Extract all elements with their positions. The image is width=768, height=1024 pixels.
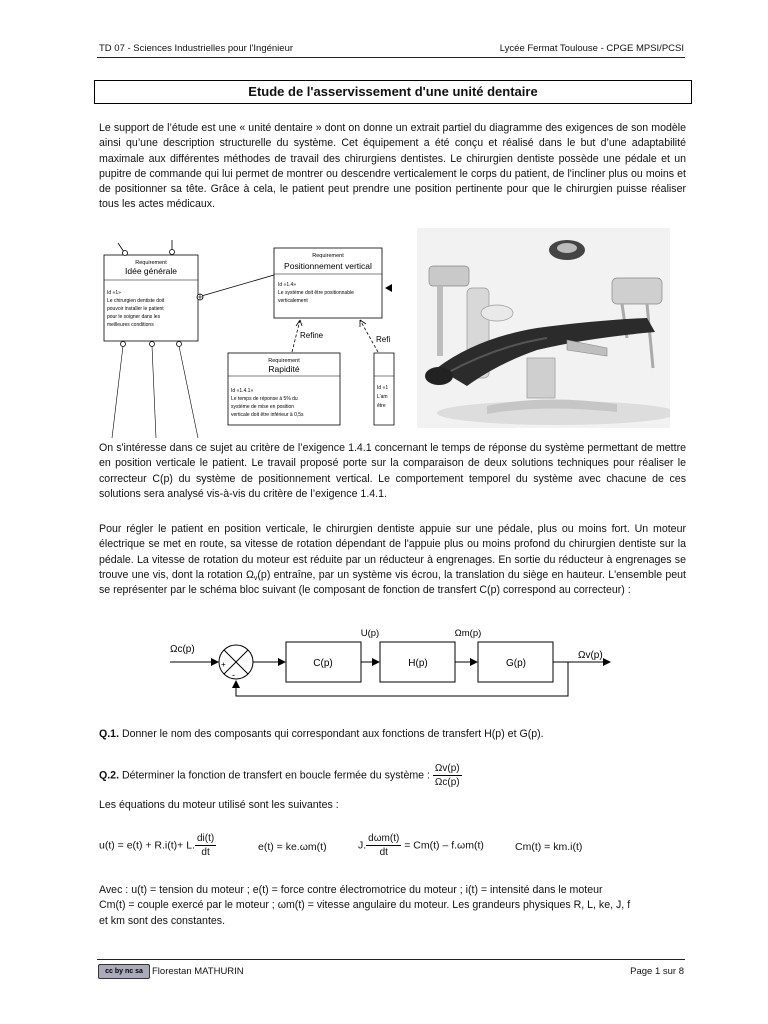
eq3-den: dt xyxy=(379,847,388,858)
lamp-icon xyxy=(549,240,585,260)
paragraph-criterion: On s'intéresse dans ce sujet au critère de l’exigence 1.4.1 concernant le temps de réponse du système permettant de mettre en position verticale le patient. Le travail proposé porte sur la comparaison de deux solutions techniques pour réaliser le correcteur C(p) du système de positionnement vertical. Le comportement temporel du système avec chacune de ces solutions sera analysé vis-à-vis du critère de l’exigence 1.4.1. xyxy=(99,442,686,500)
eq3-num: dωm(t) xyxy=(368,833,400,844)
req1-text-1: pouvoir installer le patient xyxy=(107,306,164,312)
question-2 xyxy=(99,762,462,789)
req4-text-0: L’am xyxy=(377,394,388,400)
req1-name: Idée générale xyxy=(125,266,177,276)
avec-line-2: Cm(t) = couple exercé par le moteur ; ωm(t) = vitesse angulaire du moteur. Les grandeurs physiques R, L, ke, J, f xyxy=(99,899,631,912)
refine-label-1: Refine xyxy=(300,331,324,340)
sum-minus: - xyxy=(232,670,235,680)
q1-text: Donner le nom des composants qui correspondant aux fonctions de transfert H(p) et G(p). xyxy=(119,728,544,740)
eq1-den: dt xyxy=(201,847,210,858)
refine-label-2: Refi xyxy=(376,335,391,344)
footer-author: Florestan MATHURIN xyxy=(152,966,244,977)
req1-text-3: meilleures conditions xyxy=(107,322,154,328)
avec-line-3: et km sont des constantes. xyxy=(99,914,226,927)
req4-text-1: être xyxy=(377,403,386,409)
block-diagram xyxy=(150,620,620,700)
req3-id: Id «1.4.1» xyxy=(231,388,254,394)
block-output-label: Ωv(p) xyxy=(578,650,603,661)
block-input-label: Ωc(p) xyxy=(170,644,195,655)
equation-1 xyxy=(99,832,216,859)
intro-paragraph: Le support de l’étude est une « unité dentaire » dont on donne un extrait partiel du diagramme des exigences de son modèle ainsi qu’une description structurelle du système. Cet équipement a été conçu et réalisé dans le but d’une adaptabilité maximale aux différentes méthodes de travail des chirurgiens dentistes. Le chirurgien dentiste possède une pédale et un pupitre de commande qui lui permet de montrer ou descendre verticalement le corps du patient, de l'incliner plus ou moins et de positionner sa tête. Grâce à cela, le patient peut prendre une position pertinente pour que le chirurgien puisse réaliser tous les actes médicaux. xyxy=(99,122,686,211)
paragraph-description xyxy=(99,522,686,598)
avec-line-1: Avec : u(t) = tension du moteur ; e(t) = force contre électromotrice du moteur ; i(t) = intensité dans le moteur xyxy=(99,884,603,896)
block-h-label: H(p) xyxy=(408,658,428,669)
req2-stereo: Requirement xyxy=(312,253,344,259)
footer-rule xyxy=(97,959,685,960)
req1-text-2: pour le soigner dans les xyxy=(107,314,161,320)
header-rule xyxy=(97,57,685,58)
equation-3 xyxy=(358,832,484,859)
header-left: TD 07 - Sciences Industrielles pour l'Ingénieur xyxy=(99,43,294,54)
p3-sub: v xyxy=(253,574,258,582)
p3-before: Pour régler le patient en position verticale, le chirurgien dentiste appuie sur une pédale, plus ou moins fort. Un moteur électrique se met en route, sa vitesse de rotation dépendant de l'appuie plus ou moins profond du chirurgien dentiste sur la pédale. La vitesse de rotation du moteur est réduite par un réducteur à engrenages. En sortie du réducteur à engrenages se trouve une vis, dont la rotation Ω xyxy=(99,523,686,581)
q2-fraction xyxy=(433,762,462,789)
req1-text-0: Le chirurgien dentiste doit xyxy=(107,298,165,304)
eq3-left: J. xyxy=(358,839,367,852)
cc-license-badge: cc by nc sa xyxy=(98,964,150,979)
equation-2: e(t) = ke.ωm(t) xyxy=(258,841,327,853)
req2-name: Positionnement vertical xyxy=(284,261,372,271)
req1-id: Id «1» xyxy=(107,290,121,296)
req2-text-0: Le système doit être positionnable xyxy=(278,290,354,296)
sum-plus: + xyxy=(221,660,226,669)
definitions xyxy=(99,883,686,929)
req3-stereo: Requirement xyxy=(268,358,300,364)
footer-page: Page 1 sur 8 xyxy=(630,966,684,977)
u-label: U(p) xyxy=(360,628,380,639)
eq1-num: di(t) xyxy=(196,833,215,844)
q2-den: Ωc(p) xyxy=(434,777,460,788)
q1-label: Q.1. xyxy=(99,728,120,740)
requirement-diagram xyxy=(92,240,402,440)
req3-text-1: système de mise en position xyxy=(231,404,295,410)
req3-text-0: Le temps de réponse à 5% du xyxy=(231,396,298,402)
wm-label: Ωm(p) xyxy=(454,628,482,639)
header-right: Lycée Fermat Toulouse - CPGE MPSI/PCSI xyxy=(499,43,684,54)
req1-stereo: Requirement xyxy=(135,260,167,266)
req4-id: Id «1 xyxy=(377,385,389,391)
req3-text-2: verticale doit être inférieur à 0,5s xyxy=(231,412,304,418)
page-title: Etude de l'asservissement d'une unité dentaire xyxy=(94,80,692,104)
q2-label: Q.2. xyxy=(99,769,120,782)
q2-text: Déterminer la fonction de transfert en boucle fermée du système : xyxy=(119,769,430,782)
equation-4: Cm(t) = km.i(t) xyxy=(515,841,583,853)
eq3-right: = Cm(t) – f.ωm(t) xyxy=(404,839,484,852)
req3-name: Rapidité xyxy=(268,364,300,374)
motor-intro: Les équations du moteur utilisé sont les suivantes : xyxy=(99,799,339,811)
req2-id: Id «1.4» xyxy=(278,282,297,288)
eq1-left: u(t) = e(t) + R.i(t)+ L. xyxy=(99,839,195,852)
req2-text-1: verticalement xyxy=(278,298,308,304)
block-c-label: C(p) xyxy=(313,658,333,669)
q2-num: Ωv(p) xyxy=(434,763,460,774)
question-1 xyxy=(99,728,544,740)
p3-after: (p) entraîne, par un système vis écrou, la translation du siège en hauteur. L'ensemble peut se représenter par le schéma bloc suivant (le composant de fonction de transfert C(p) correspond au correcteur) : xyxy=(99,568,686,597)
dental-unit-image xyxy=(417,228,670,428)
block-g-label: G(p) xyxy=(506,658,526,669)
